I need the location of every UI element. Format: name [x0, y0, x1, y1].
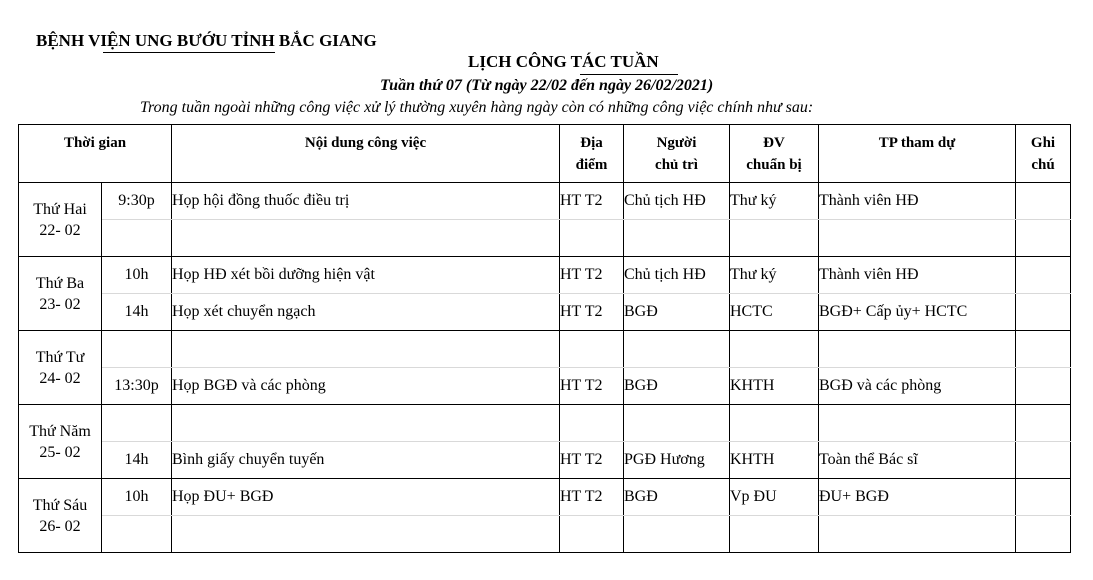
task-cell: Họp HĐ xét bồi dưỡng hiện vật [172, 257, 560, 294]
task-cell [172, 516, 560, 553]
table-row [19, 183, 1071, 220]
task-cell: Bình giấy chuyển tuyến [172, 442, 560, 479]
place-cell [560, 405, 624, 442]
day-date: 22- 02 [39, 221, 81, 239]
prep-cell [730, 331, 819, 368]
title-underline [580, 74, 678, 75]
day-name: Thứ Tư [35, 348, 85, 366]
host-cell [624, 516, 730, 553]
task-cell: Họp hội đồng thuốc điều trị [172, 183, 560, 220]
time-cell: 10h [102, 479, 172, 516]
attendees-cell [819, 405, 1016, 442]
prep-cell: HCTC [730, 294, 819, 331]
day-date: 24- 02 [39, 369, 81, 387]
time-cell: 13:30p [102, 368, 172, 405]
prep-cell: KHTH [730, 442, 819, 479]
place-cell: HT T2 [560, 257, 624, 294]
time-cell [102, 331, 172, 368]
day-date: 25- 02 [39, 443, 81, 461]
host-cell: BGĐ [624, 294, 730, 331]
day-cell [19, 479, 102, 553]
note-cell [1016, 405, 1071, 442]
host-cell: BGĐ [624, 479, 730, 516]
task-cell: Họp BGĐ và các phòng [172, 368, 560, 405]
day-cell [19, 183, 102, 257]
place-cell: HT T2 [560, 183, 624, 220]
note-cell [1016, 516, 1071, 553]
task-cell: Họp xét chuyển ngạch [172, 294, 560, 331]
col-header-attendees: TP tham dự [819, 125, 1016, 183]
day-cell [19, 257, 102, 331]
note-cell [1016, 479, 1071, 516]
attendees-cell: BGĐ và các phòng [819, 368, 1016, 405]
note-cell [1016, 331, 1071, 368]
schedule-title: LỊCH CÔNG TÁC TUẦN [468, 52, 659, 71]
host-cell: PGĐ Hương [624, 442, 730, 479]
host-cell [624, 220, 730, 257]
table-row [19, 220, 1071, 257]
attendees-cell: Thành viên HĐ [819, 183, 1016, 220]
prep-cell [730, 516, 819, 553]
col-header-prep: ĐV chuẩn bị [730, 125, 819, 183]
day-date: 26- 02 [39, 517, 81, 535]
day-cell [19, 331, 102, 405]
prep-cell [730, 405, 819, 442]
time-cell [102, 516, 172, 553]
attendees-cell [819, 516, 1016, 553]
prep-cell: Vp ĐU [730, 479, 819, 516]
table-row [19, 257, 1071, 294]
day-name: Thứ Ba [35, 274, 85, 292]
prep-cell: KHTH [730, 368, 819, 405]
intro-text: Trong tuần ngoài những công việc xử lý thường xuyên hàng ngày còn có những công việc chính như sau: [140, 99, 814, 116]
time-cell: 9:30p [102, 183, 172, 220]
task-cell [172, 220, 560, 257]
day-name: Thứ Sáu [32, 496, 88, 514]
table-row [19, 479, 1071, 516]
prep-cell: Thư ký [730, 183, 819, 220]
attendees-cell: ĐU+ BGĐ [819, 479, 1016, 516]
day-name: Thứ Hai [33, 200, 87, 218]
place-cell [560, 516, 624, 553]
note-cell [1016, 368, 1071, 405]
prep-cell [730, 220, 819, 257]
attendees-cell: Toàn thể Bác sĩ [819, 442, 1016, 479]
task-cell [172, 331, 560, 368]
note-cell [1016, 294, 1071, 331]
place-cell: HT T2 [560, 479, 624, 516]
header-row [19, 125, 1071, 183]
hospital-name: BỆNH VIỆN UNG BƯỚU TỈNH BẮC GIANG [36, 31, 377, 50]
attendees-cell: Thành viên HĐ [819, 257, 1016, 294]
time-cell: 14h [102, 294, 172, 331]
task-cell: Họp ĐU+ BGĐ [172, 479, 560, 516]
day-date: 23- 02 [39, 295, 81, 313]
attendees-cell: BGĐ+ Cấp ủy+ HCTC [819, 294, 1016, 331]
note-cell [1016, 257, 1071, 294]
place-cell [560, 331, 624, 368]
col-header-time: Thời gian [19, 125, 172, 183]
time-cell: 10h [102, 257, 172, 294]
day-name: Thứ Năm [29, 422, 91, 440]
table-row [19, 405, 1071, 442]
host-cell [624, 331, 730, 368]
host-cell: BGĐ [624, 368, 730, 405]
week-range: Tuần thứ 07 (Từ ngày 22/02 đến ngày 26/02/2021) [380, 77, 714, 94]
place-cell: HT T2 [560, 442, 624, 479]
note-cell [1016, 220, 1071, 257]
place-cell [560, 220, 624, 257]
host-cell [624, 405, 730, 442]
table-row [19, 516, 1071, 553]
note-cell [1016, 183, 1071, 220]
place-cell: HT T2 [560, 368, 624, 405]
attendees-cell [819, 331, 1016, 368]
place-cell: HT T2 [560, 294, 624, 331]
time-cell [102, 220, 172, 257]
table-row [19, 331, 1071, 368]
schedule-table [18, 124, 1071, 553]
day-cell [19, 405, 102, 479]
time-cell: 14h [102, 442, 172, 479]
host-cell: Chủ tịch HĐ [624, 257, 730, 294]
host-cell: Chủ tịch HĐ [624, 183, 730, 220]
hospital-underline [103, 52, 275, 53]
time-cell [102, 405, 172, 442]
table-row [19, 368, 1071, 405]
table-row [19, 294, 1071, 331]
col-header-host: Người chủ trì [624, 125, 730, 183]
col-header-note: Ghi chú [1016, 125, 1071, 183]
col-header-place: Địa điểm [560, 125, 624, 183]
task-cell [172, 405, 560, 442]
col-header-content: Nội dung công việc [172, 125, 560, 183]
prep-cell: Thư ký [730, 257, 819, 294]
table-row [19, 442, 1071, 479]
attendees-cell [819, 220, 1016, 257]
note-cell [1016, 442, 1071, 479]
